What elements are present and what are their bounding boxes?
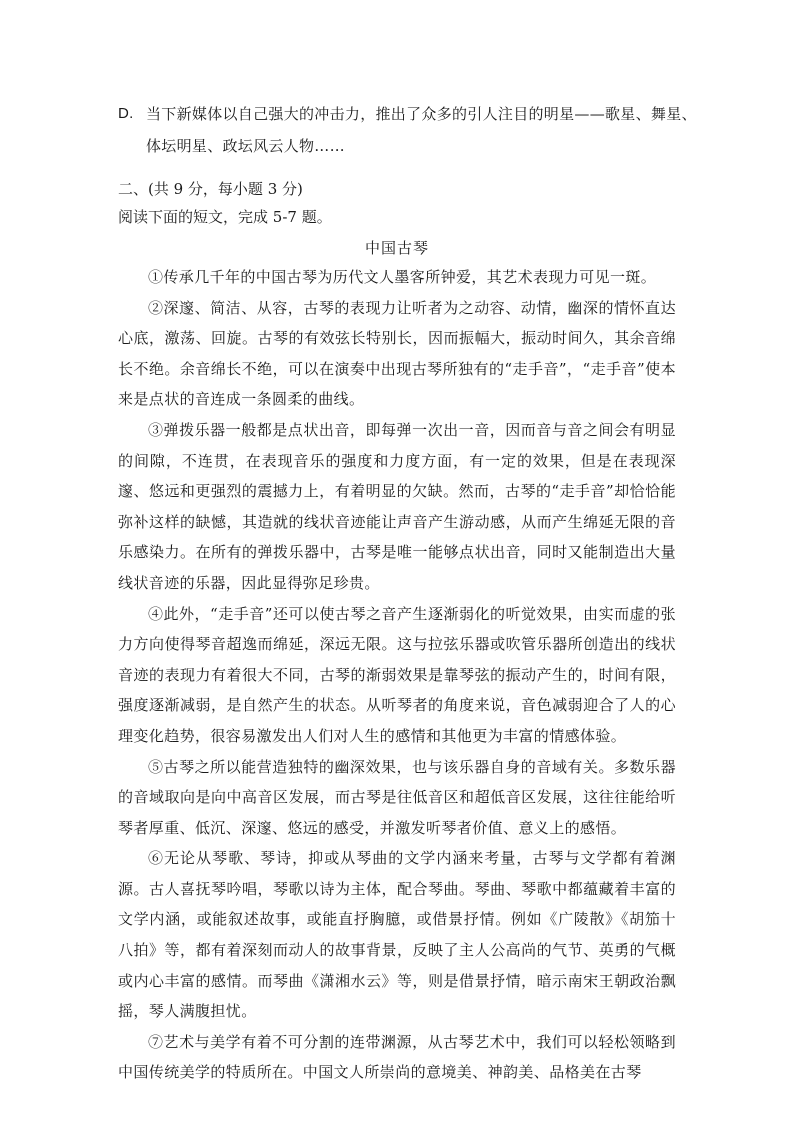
paragraph-5: ⑤古琴之所以能营造独特的幽深效果，也与该乐器自身的音域有关。多数乐器的音域取向是向中高音区发展，而古琴是往低音区和超低音区发展，这往往能给听琴者厚重、低沉、深邃、悠远的感受，并激发听琴者价值、意义上的感悟。 xyxy=(118,757,676,837)
article-title: 中国古琴 xyxy=(364,239,429,257)
option-d xyxy=(118,98,698,162)
article-body xyxy=(118,262,676,1088)
paragraph-1: ①传承几千年的中国古琴为历代文人墨客所钟爱，其艺术表现力可见一斑。 xyxy=(148,268,657,286)
option-d-label: D. xyxy=(118,105,134,122)
paragraph-7: ⑦艺术与美学有着不可分割的连带渊源，从古琴艺术中，我们可以轻松领略到中国传统美学的特质所在。中国文人所崇尚的意境美、神韵美、品格美在古琴 xyxy=(118,1032,676,1082)
reading-instruction: 阅读下面的短文，完成 5-7 题。 xyxy=(118,208,332,226)
paragraph-3: ③弹拨乐器一般都是点状出音，即每弹一次出一音，因而音与音之间会有明显的间隙，不连贯，在表现音乐的强度和力度方面，有一定的效果，但是在表现深邃、悠远和更强烈的震撼力上，有着明显的欠缺。然而，古琴的“走手音”却恰恰能弥补这样的缺憾，其造就的线状音迹能让声音产生游动感，从而产生绵延无限的音乐感染力。在所有的弹拨乐器中，古琴是唯一能够点状出音，同时又能制造出大量线状音迹的乐器，因此显得弥足珍贵。 xyxy=(118,420,676,592)
paragraph-4: ④此外，“走手音”还可以使古琴之音产生逐渐弱化的听觉效果，由实而虚的张力方向使得琴音超逸而绵延，深远无限。这与拉弦乐器或吹管乐器所创造出的线状音迹的表现力有着很大不同，古琴的渐弱效果是靠琴弦的振动产生的，时间有限，强度逐渐减弱，是自然产生的状态。从听琴者的角度来说，音色减弱迎合了人的心理变化趋势，很容易激发出人们对人生的感情和其他更为丰富的情感体验。 xyxy=(118,604,676,745)
option-d-text: 当下新媒体以自己强大的冲击力，推出了众多的引人注目的明星——歌星、舞星、体坛明星、政坛风云人物…… xyxy=(146,105,697,155)
paragraph-6: ⑥无论从琴歌、琴诗，抑或从琴曲的文学内涵来考量，古琴与文学都有着渊源。古人喜抚琴吟唱，琴歌以诗为主体，配合琴曲。琴曲、琴歌中都蕴藏着丰富的文学内涵，或能叙述故事，或能直抒胸臆，或借景抒情。例如《广陵散》《胡笳十八拍》等，都有着深刻而动人的故事背景，反映了主人公高尚的气节、英勇的气概或内心丰富的感情。而琴曲《潇湘水云》等，则是借景抒情，暗示南宋王朝政治飘摇，琴人满腹担忧。 xyxy=(118,849,676,1021)
section-heading: 二、(共 9 分，每小题 3 分) xyxy=(118,180,303,198)
paragraph-2: ②深邃、简洁、从容，古琴的表现力让听者为之动容、动情，幽深的情怀直达心底，激荡、回旋。古琴的有效弦长特别长，因而振幅大，振动时间久，其余音绵长不绝。余音绵长不绝，可以在演奏中出现古琴所独有的“走手音”，“走手音”使本来是点状的音连成一条圆柔的曲线。 xyxy=(118,298,676,409)
